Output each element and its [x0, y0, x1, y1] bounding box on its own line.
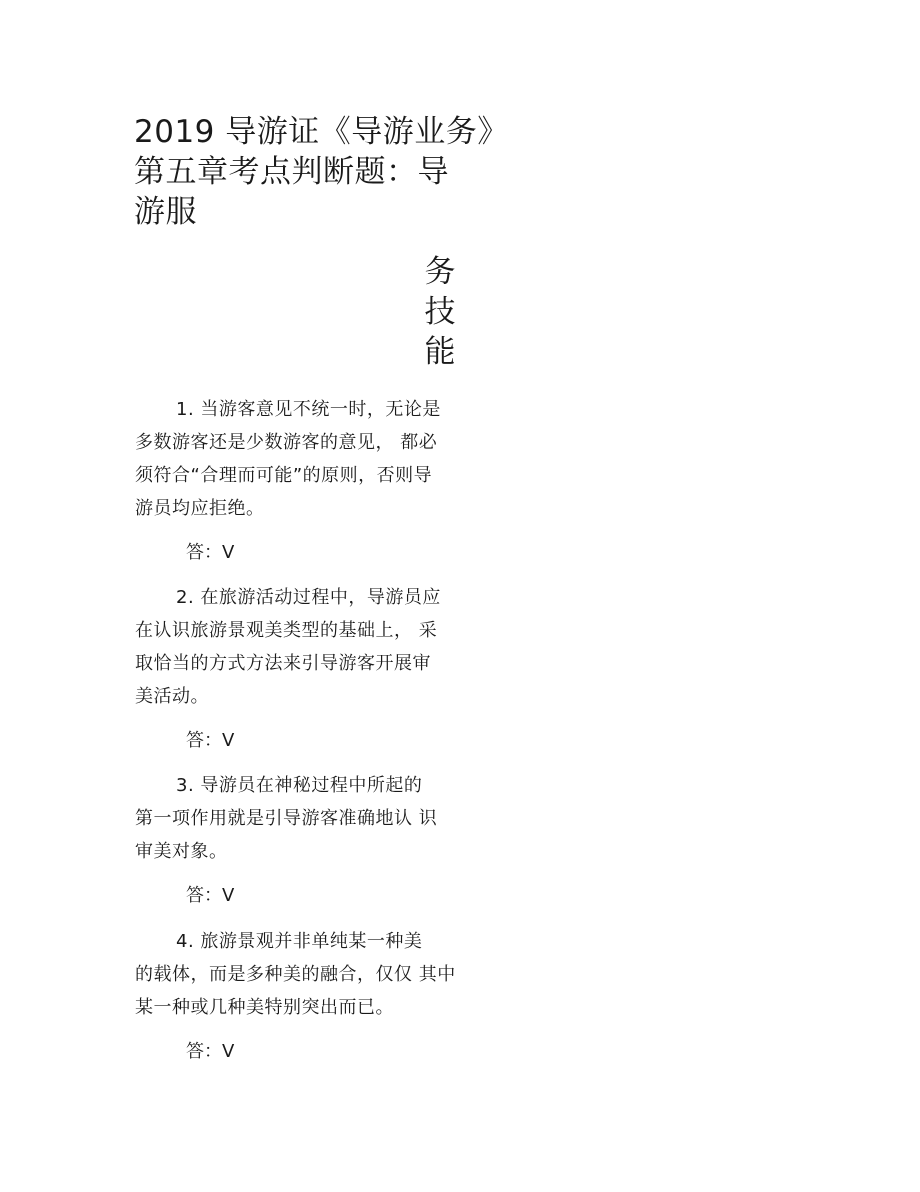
- question-line: 1. 当游客意见不统一时，无论是: [176, 399, 441, 420]
- question-line: 4. 旅游景观并非单纯某一种美: [176, 931, 423, 952]
- answer-4: 答：V: [186, 1041, 235, 1062]
- question-line: 在认识旅游景观美类型的基础上， 采: [135, 620, 438, 641]
- question-line: 某一种或几种美特别突出而已。: [135, 997, 394, 1018]
- question-line: 美活动。: [135, 686, 209, 707]
- answer-3: 答：V: [186, 885, 235, 906]
- question-line: 多数游客还是少数游客的意见， 都必: [135, 432, 438, 453]
- title-tail-vertical: [420, 252, 460, 372]
- question-4: [135, 925, 455, 1024]
- title-line: 第五章考点判断题：导: [134, 154, 449, 190]
- title-tail-char: 技: [424, 294, 456, 330]
- title-line: 游服: [134, 194, 197, 230]
- question-line: 3. 导游员在神秘过程中所起的: [176, 775, 423, 796]
- title-line: 2019 导游证《导游业务》: [134, 114, 509, 150]
- answer-1: 答：V: [186, 542, 235, 563]
- question-line: 2. 在旅游活动过程中，导游员应: [176, 587, 441, 608]
- question-line: 的载体，而是多种美的融合，仅仅 其中: [135, 964, 456, 985]
- title-tail-char: 务: [424, 254, 456, 290]
- question-3: [135, 769, 455, 868]
- question-line: 取恰当的方式方法来引导游客开展审: [135, 653, 431, 674]
- question-1: [135, 393, 455, 525]
- title-tail-char: 能: [424, 334, 456, 370]
- question-line: 第一项作用就是引导游客准确地认 识: [135, 808, 438, 829]
- answer-2: 答：V: [186, 730, 235, 751]
- question-line: 游员均应拒绝。: [135, 498, 265, 519]
- question-2: [135, 581, 455, 713]
- question-line: 须符合“合理而可能”的原则，否则导: [135, 465, 433, 486]
- question-line: 审美对象。: [135, 841, 228, 862]
- document-title: [134, 112, 509, 232]
